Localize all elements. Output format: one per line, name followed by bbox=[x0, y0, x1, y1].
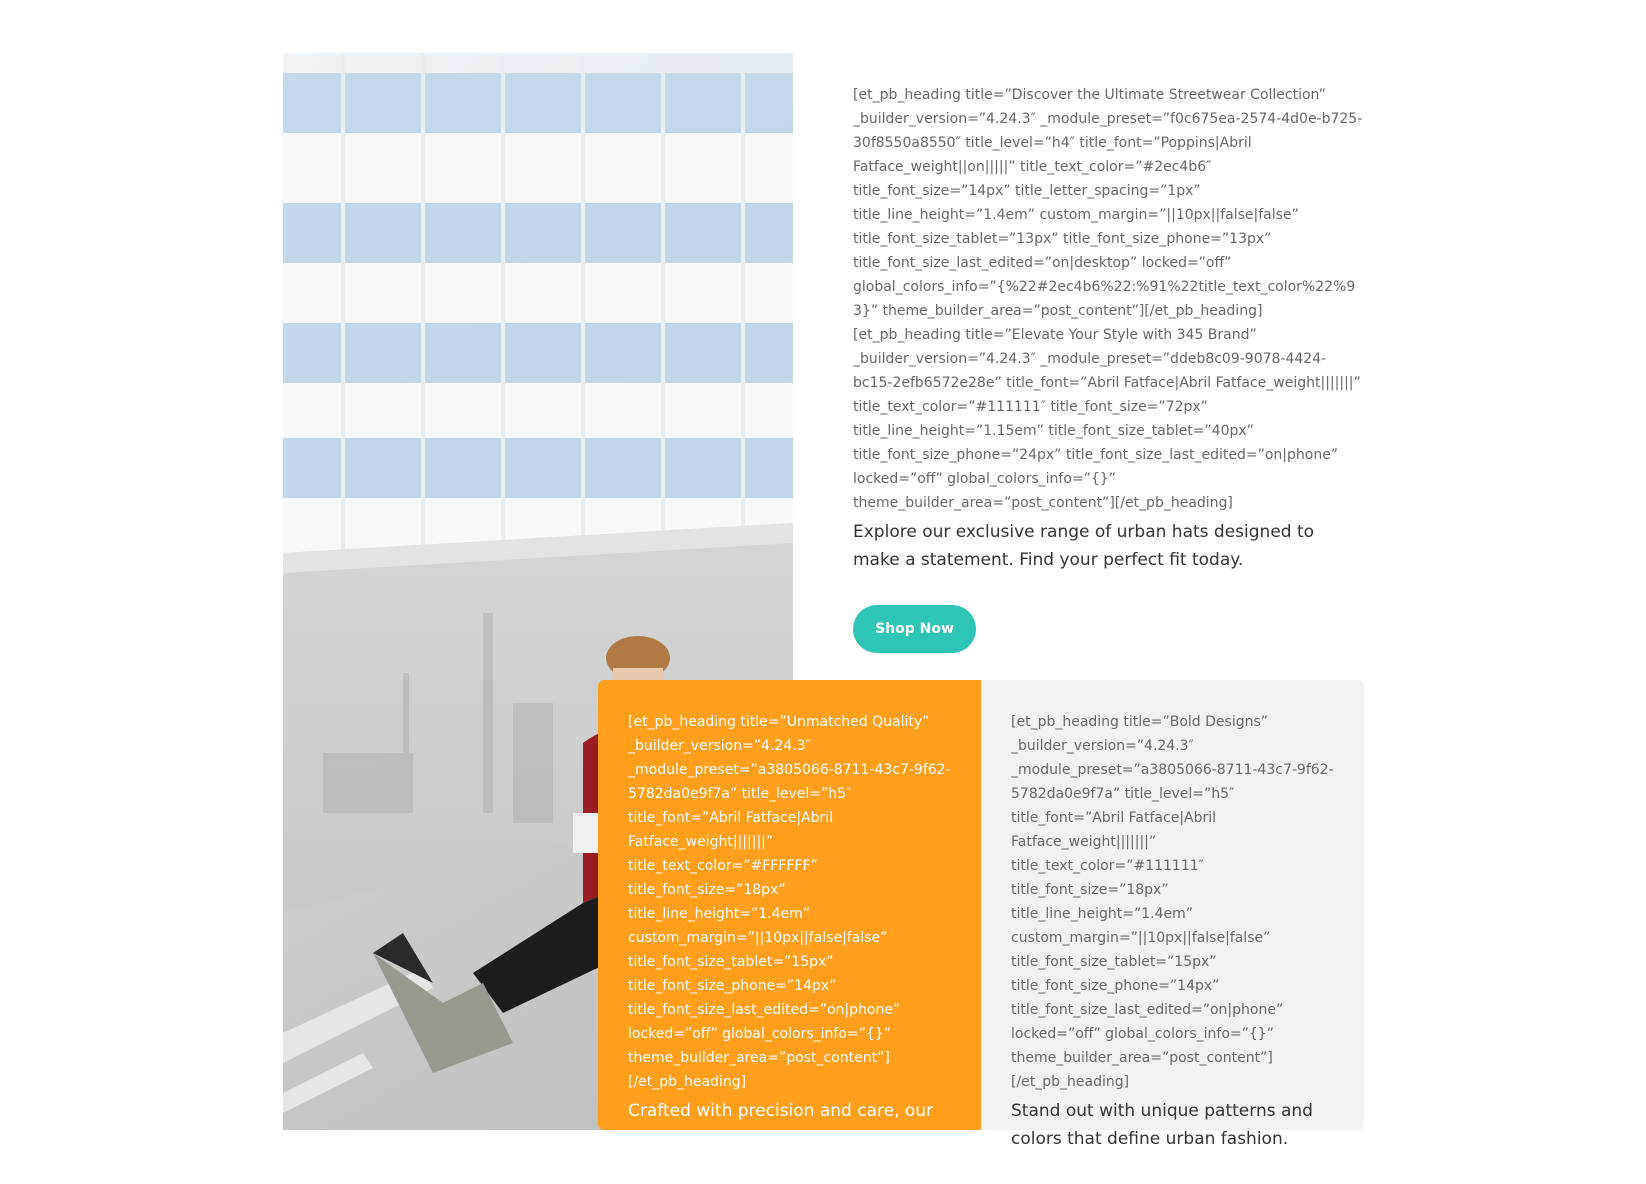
feature-card-quality bbox=[598, 680, 981, 1149]
intro-lead-text: Explore our exclusive range of urban hats designed to make a statement. Find your perfect fit today. bbox=[853, 522, 1315, 570]
feature-heading-shortcode: [et_pb_heading title=”Bold Designs” _builder_version=”4.24.3″ _module_preset=”a3805066-8711-43c7-9f62-5782da0e9f7a” title_level=”h5″ title_font=”Abril Fatface|Abril Fatface_weight|||||||” title_text_color=”#111111″ title_font_size=”18px” title_line_height=”1.4em” custom_margin=”||10px||false|false” title_font_size_tablet=”15px” title_font_size_phone=”14px” title_font_size_last_edited=”on|phone” locked=”off” global_colors_info=”{}” theme_builder_area=”post_content”][/et_pb_heading] bbox=[1011, 714, 1334, 1090]
feature-text: Crafted with precision and care, our hats are built to last and turn heads. bbox=[628, 1101, 940, 1149]
feature-card-designs bbox=[981, 680, 1364, 1149]
feature-text: Stand out with unique patterns and colors that define urban fashion. bbox=[1011, 1101, 1313, 1149]
heading-shortcode-text: [et_pb_heading title=”Discover the Ultimate Streetwear Collection” _builder_version=”4.24.3″ _module_preset=”f0c675ea-2574-4d0e-b725-30f8550a8550″ title_level=”h4″ title_font=”Poppins|Abril Fatface_weight||on|||||” title_text_color=”#2ec4b6″ title_font_size=”14px” title_letter_spacing=”1px” title_line_height=”1.4em” custom_margin=”||10px||false|false” title_font_size_tablet=”13px” title_font_size_phone=”13px” title_font_size_last_edited=”on|desktop” locked=”off” global_colors_info=”{%22#2ec4b6%22:%91%22title_text_color%22%93}” theme_builder_area=”post_content”][/et_pb_heading][et_pb_heading title=”Elevate Your Style with 345 Brand” _builder_version=”4.24.3″ _module_preset=”ddeb8c09-9078-4424-bc15-2efb6572e28e” title_font=”Abril Fatface|Abril Fatface_weight|||||||” title_text_color=”#111111″ title_font_size=”72px” title_line_height=”1.15em” title_font_size_tablet=”40px” title_font_size_phone=”24px” title_font_size_last_edited=”on|phone” locked=”off” global_colors_info=”{}” theme_builder_area=”post_content”][/et_pb_heading] bbox=[853, 87, 1363, 511]
shop-now-button[interactable]: Shop Now bbox=[853, 605, 976, 653]
intro-section bbox=[853, 83, 1363, 653]
feature-heading-shortcode: [et_pb_heading title=”Unmatched Quality” _builder_version=”4.24.3″ _module_preset=”a3805066-8711-43c7-9f62-5782da0e9f7a” title_level=”h5″ title_font=”Abril Fatface|Abril Fatface_weight|||||||” title_text_color=”#FFFFFF” title_font_size=”18px” title_line_height=”1.4em” custom_margin=”||10px||false|false” title_font_size_tablet=”15px” title_font_size_phone=”14px” title_font_size_last_edited=”on|phone” locked=”off” global_colors_info=”{}” theme_builder_area=”post_content”][/et_pb_heading] bbox=[628, 714, 951, 1090]
